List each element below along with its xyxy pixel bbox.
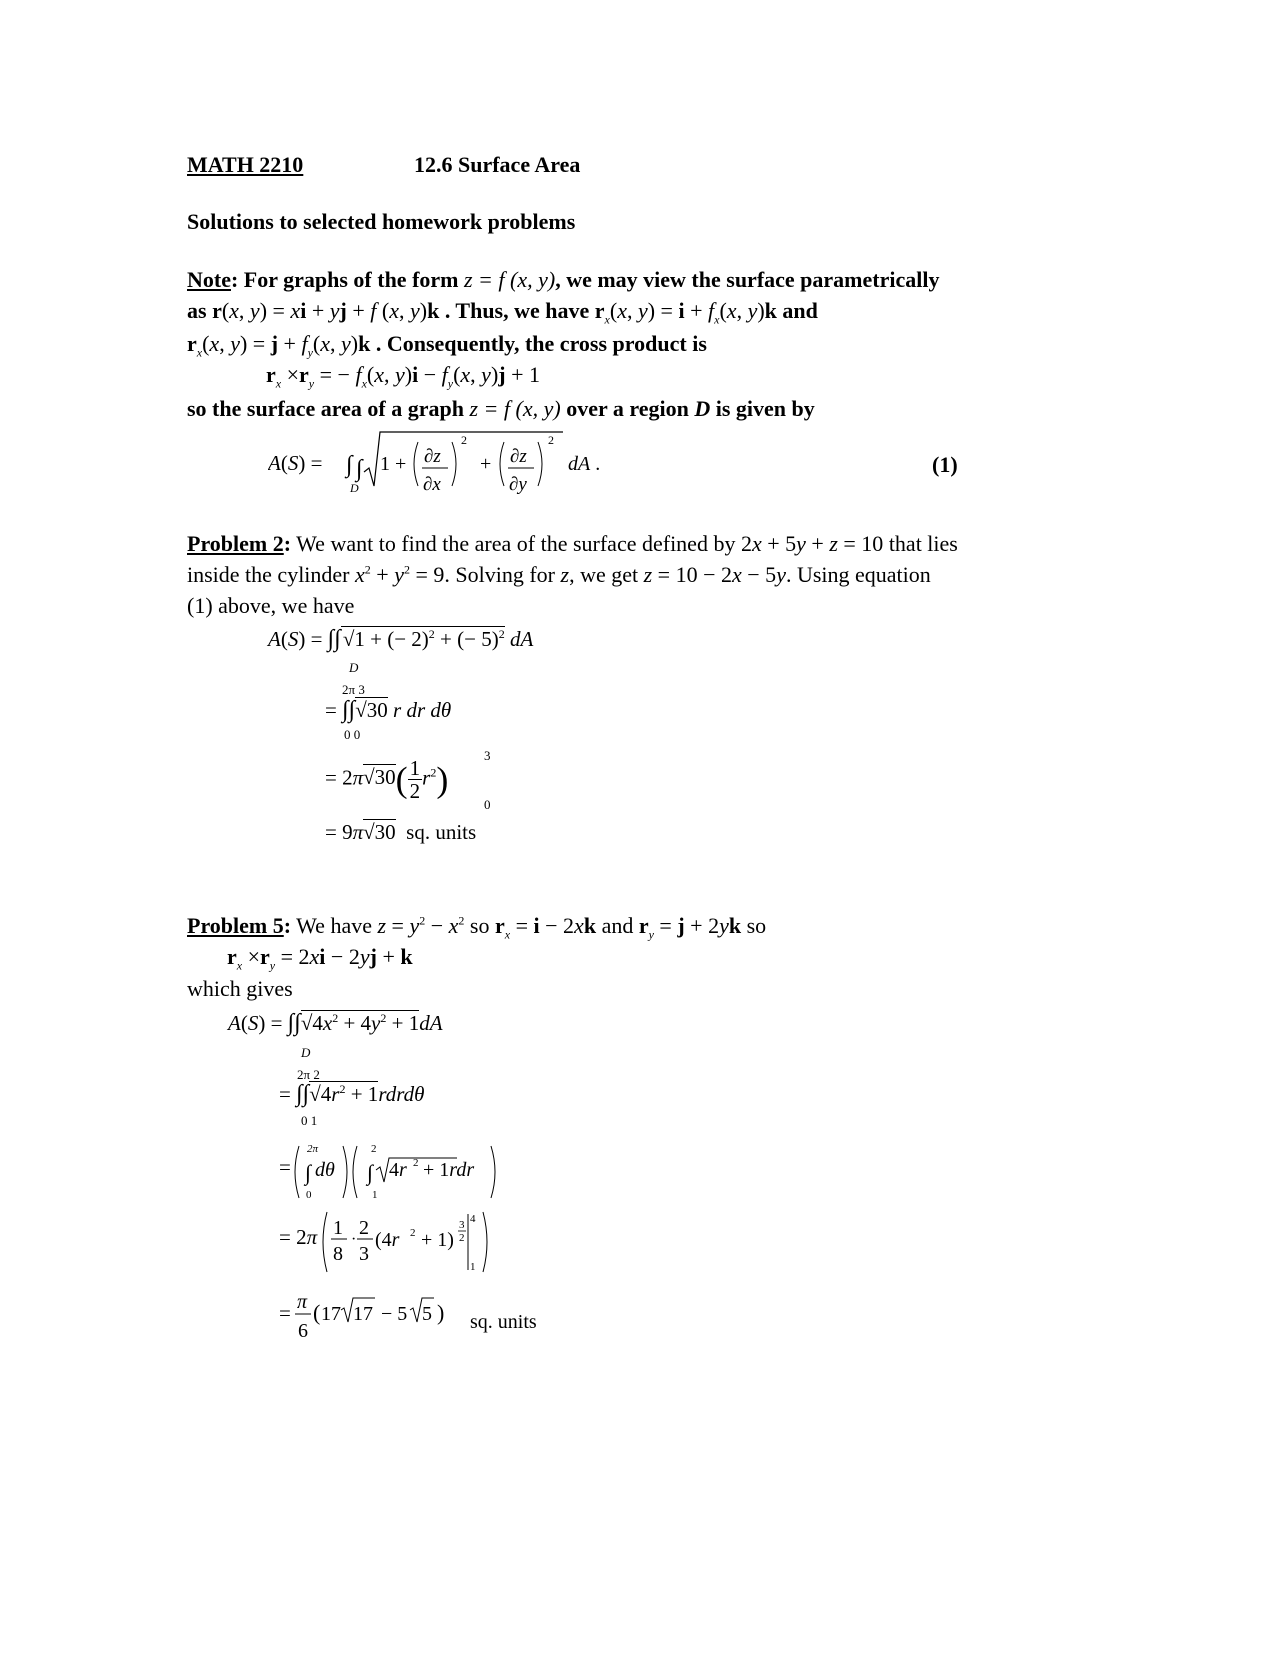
p2-units: sq. units — [406, 820, 477, 844]
p2-step-2-upper: 2π 3 — [342, 682, 365, 697]
svg-text:− 5: − 5 — [381, 1303, 408, 1325]
svg-text:π: π — [297, 1291, 308, 1313]
p5-cross-product: $r_x \times r_y = 2xi - 2yj + k$ — [227, 944, 413, 973]
p5-step-2-lower: 0 1 — [301, 1113, 318, 1128]
svg-text:2: 2 — [371, 1143, 377, 1155]
svg-text:2: 2 — [459, 1232, 465, 1244]
svg-text:2: 2 — [413, 1157, 419, 1169]
p5-step-2-upper: 2π 2 — [297, 1067, 320, 1082]
svg-text:∫: ∫ — [356, 456, 363, 482]
svg-text:∂y: ∂y — [509, 474, 527, 495]
plane-eq: 2x + 5y + z = 10 — [740, 531, 884, 556]
svg-text:5: 5 — [422, 1303, 432, 1325]
problem5-label: Problem 5 — [187, 913, 284, 938]
p2-step-1: A(S) = ∫∫√1 + (− 2)$^2$ + (− 5)$^2$ dA — [268, 626, 534, 652]
p5-step-2: = $\int\int√4r^2$ + 1rdrdθ — [279, 1081, 425, 1107]
svg-text:3: 3 — [359, 1243, 369, 1265]
svg-text:+: + — [480, 453, 492, 475]
svg-text:+ 1): + 1) — [421, 1229, 454, 1251]
svg-text:∂z: ∂z — [510, 446, 527, 467]
problem2-label: Problem 2 — [187, 531, 284, 556]
p5-step-5-graphic — [279, 1282, 479, 1346]
note-line-1: Note: For graphs of the form z = f (x, y), we may view the surface parametrically — [187, 267, 940, 292]
p2-step-3-upper: 3 — [484, 748, 491, 763]
svg-text:2: 2 — [410, 1227, 416, 1239]
problem2-line-1: Problem 2: We want to find the area of the surface defined by 2x + 5y + z = 10 that lies — [187, 531, 958, 556]
note-line-5: so the surface area of a graph z = f (x, y) over a region D is given by — [187, 396, 815, 421]
svg-text:(: ( — [313, 1300, 321, 1325]
svg-text:1: 1 — [333, 1217, 343, 1239]
course-number: MATH 2210 — [187, 152, 304, 177]
svg-text:∫: ∫ — [346, 452, 353, 478]
p5-z-eq: $z = y^2 - x^2$ — [377, 913, 465, 938]
svg-text:∫: ∫ — [305, 1160, 312, 1185]
section-title: 12.6 Surface Area — [414, 152, 581, 177]
svg-text:(4r: (4r — [375, 1229, 400, 1251]
solved-z-eq: z = 10 − 2x − 5y — [643, 562, 786, 587]
svg-text:8: 8 — [333, 1243, 343, 1265]
cylinder-eq: $x^2 + y^2 = 9$ — [355, 562, 445, 587]
p2-step-4: = 9π√30 sq. units — [325, 820, 477, 844]
problem2-line-2: inside the cylinder $x^2 + y^2 = 9$. Solving for z, we get z = 10 − 2x − 5y. Using equation — [187, 562, 931, 587]
problem2-line-3: (1) above, we have — [187, 593, 355, 618]
p2-step-2-lower: 0 0 — [344, 727, 361, 742]
formula-graphic — [268, 428, 628, 500]
svg-text:= 2π: = 2π — [279, 1225, 318, 1249]
svg-text:17: 17 — [353, 1303, 373, 1325]
note-line-3: $r_x(x$, $y) = j + f_y(x$, y)k . Consequently, the cross product is — [187, 331, 707, 360]
p5-units: sq. units — [470, 1311, 537, 1333]
problem5-line-1: Problem 5: We have $z = y^2 - x^2$ so $r_x = i - 2xk$ and $r_y = j + 2yk$ so — [187, 913, 767, 942]
svg-text:dθ: dθ — [315, 1159, 335, 1181]
which-gives: which gives — [187, 976, 293, 1001]
p5-rx-eq: $r_x = i - 2xk$ — [494, 913, 597, 942]
svg-text:∂z: ∂z — [424, 446, 441, 467]
svg-text:=: = — [279, 1301, 291, 1325]
p2-step-3: = 2π√30( $\frac{1}{2}$ $r^2$) — [325, 756, 449, 804]
rx-eq: $r_x(x$, $y) = i + f_x(x$, y)k — [594, 298, 777, 327]
svg-text:): ) — [437, 1300, 445, 1325]
p2-step-3-lower: 0 — [484, 797, 491, 812]
svg-text:A(S) =: A(S) = — [268, 451, 323, 475]
subtitle: Solutions to selected homework problems — [187, 209, 576, 234]
svg-text:4: 4 — [470, 1213, 476, 1225]
svg-text:6: 6 — [298, 1320, 308, 1342]
p5-step-4-graphic — [279, 1206, 509, 1278]
svg-text:0: 0 — [306, 1189, 312, 1201]
formula-label: (1) — [932, 452, 958, 477]
svg-text:2: 2 — [548, 433, 554, 447]
note-line-2: as r(x, y) = xi + yj + f (x, y)k . Thus, we have $r_x(x$, $y) = i + f_x(x$, y)k and — [187, 298, 818, 327]
param-eq: r(x, y) = xi + yj + f (x, y)k — [212, 298, 440, 323]
svg-text:4r: 4r — [389, 1159, 407, 1181]
p5-step-1: $A(S) = \int\int√4x^2 + 4y^2 + 1dA$ — [228, 1010, 443, 1036]
svg-text:1 +: 1 + — [380, 453, 407, 475]
svg-text:2: 2 — [461, 433, 467, 447]
svg-text:∫: ∫ — [367, 1160, 374, 1185]
cross-product-note: $r_x \times r_y$ = − $f_x(x$, $y)i - f_y(x$, y)j + 1 — [266, 362, 541, 391]
ry-eq: $r_x(x$, $y) = j + f_y(x$, y)k — [187, 331, 371, 360]
svg-text:=: = — [279, 1155, 291, 1179]
svg-text:17: 17 — [321, 1303, 341, 1325]
svg-text:1: 1 — [372, 1189, 378, 1201]
svg-text:dA .: dA . — [568, 453, 601, 475]
p2-step-2: = ∫∫√30 r dr dθ — [325, 697, 452, 723]
svg-text:1: 1 — [470, 1261, 476, 1273]
svg-text:D: D — [350, 481, 359, 495]
svg-text:2π: 2π — [307, 1143, 319, 1155]
p5-ry-eq: $r_y = j + 2yk$ — [638, 913, 742, 942]
svg-text:2: 2 — [359, 1217, 369, 1239]
svg-text:∂x: ∂x — [423, 474, 441, 495]
svg-text:+ 1rdr: + 1rdr — [423, 1159, 475, 1181]
note-label: Note — [187, 267, 231, 292]
p5-step-3-graphic — [279, 1140, 509, 1204]
svg-text:·: · — [351, 1231, 357, 1248]
svg-text:3: 3 — [459, 1219, 465, 1231]
